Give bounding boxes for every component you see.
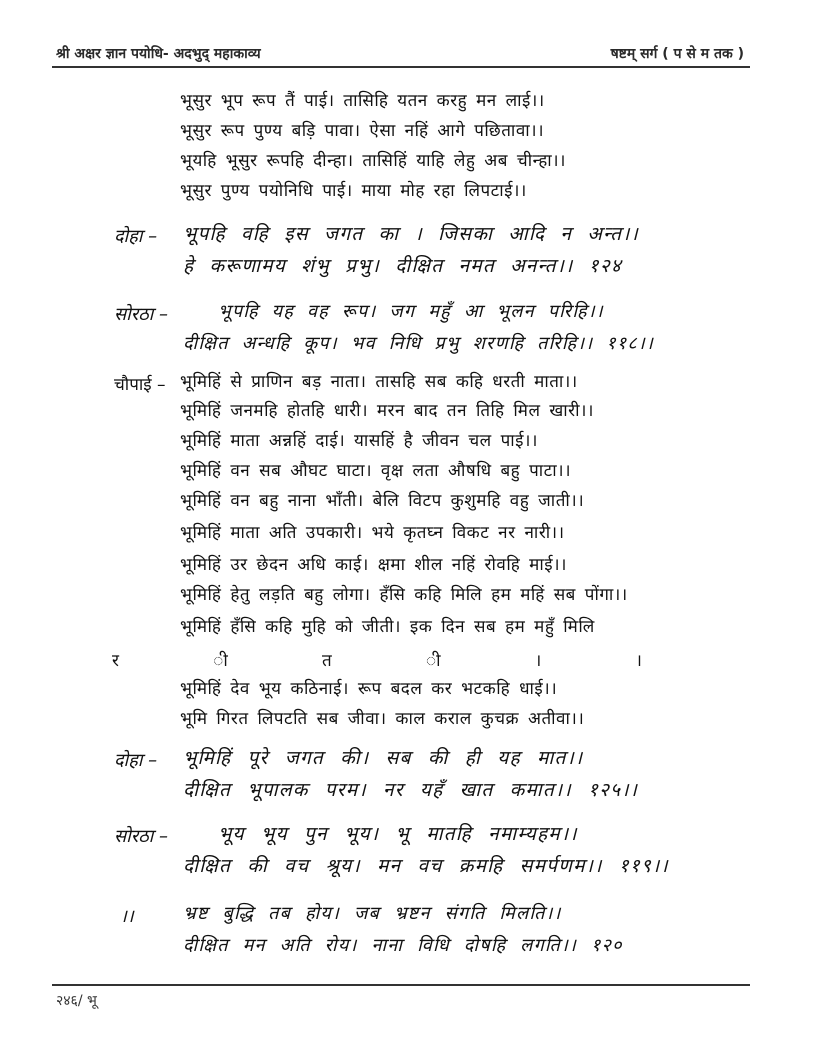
spread-char: त	[322, 651, 332, 671]
doha-label: दोहा –	[114, 750, 158, 771]
verse-marker: ।।	[120, 906, 134, 927]
page-header	[52, 40, 750, 64]
verse-line: भूमिहिं वन सब औघट घाटा। वृक्ष लता औषधि बहु पाटा।।	[180, 461, 572, 481]
verse-line: भूमि गिरत लिपटति सब जीवा। काल कराल कुचक्र अतीवा।।	[180, 709, 585, 729]
soratha-line: भ्रष्ट बुद्धि तब होय। जब भ्रष्टन संगति मिलति।।	[183, 903, 562, 924]
book-title: श्री अक्षर ज्ञान पयोधि- अदभुद् महाकाव्य	[56, 46, 261, 62]
verse-line: भूमिहिं देव भूय कठिनाई। रूप बदल कर भटकहि धाई।।	[180, 679, 558, 699]
spread-char: ।	[635, 651, 642, 671]
doha-label: दोहा –	[114, 226, 158, 247]
verse-line: भूमिहिं उर छेदन अधि काई। क्षमा शील नहिं रोवहि माई।।	[180, 555, 567, 575]
footer-divider	[52, 984, 750, 986]
page-number: २४६/ भू	[56, 993, 97, 1009]
chapter-title: षष्टम् सर्ग ( प से म तक )	[610, 46, 744, 62]
doha-line: दीक्षित भूपालक परम। नर यहँ खात कमात।। १२५।।	[183, 779, 638, 801]
verse-line: भूसुर पुण्य पयोनिधि पाई। माया मोह रहा लिपटाई।।	[180, 181, 527, 201]
chaupai-label: चौपाई –	[114, 375, 166, 395]
verse-line: भूमिहिं हेतु लड़ति बहु लोगा। हँसि कहि मिलि हम महिं सब पोंगा।।	[180, 585, 628, 605]
doha-line: भूमिहिं पूरे जगत की। सब की ही यह मात।।	[183, 747, 584, 769]
soratha-label: सोरठा –	[114, 304, 169, 325]
verse-line: भूयहि भूसुर रूपहि दीन्हा। तासिहिं याहि लेहु अब चीन्हा।।	[180, 151, 567, 171]
spread-char: ी	[426, 651, 441, 671]
spread-characters	[112, 648, 642, 670]
doha-line: भूपहि वहि इस जगत का । जिसका आदि न अन्त।।	[183, 223, 639, 245]
verse-line: भूमिहिं जनमहि होतहि धारी। मरन बाद तन तिहि मिल खारी।।	[180, 401, 594, 421]
soratha-label: सोरठा –	[114, 826, 169, 847]
verse-line: भूसुर भूप रूप तैं पाई। तासिहि यतन करहु मन लाई।।	[180, 91, 545, 111]
soratha-line: दीक्षित मन अति रोय। नाना विधि दोषहि लगति।। १२०	[183, 935, 623, 956]
spread-char: र	[112, 651, 119, 671]
verse-line: भूमिहिं से प्राणिन बड़ नाता। तासहि सब कहि धरती माता।।	[180, 372, 578, 392]
spread-char: ।	[534, 651, 542, 671]
header-divider	[52, 66, 750, 68]
verse-line: भूसुर रूप पुण्य बड़ि पावा। ऐसा नहिं आगे पछितावा।।	[180, 121, 545, 141]
verse-line: भूमिहिं माता अति उपकारी। भये कृतघ्न विकट नर नारी।।	[180, 523, 565, 543]
soratha-line: दीक्षित की वच श्रूय। मन वच क्रमहि समर्पणम।। ११९।।	[183, 855, 669, 877]
soratha-line: भूपहि यह वह रूप। जग महुँ आ भूलन परिहि।।	[218, 301, 604, 322]
spread-char: ी	[213, 651, 228, 671]
soratha-line: दीक्षित अन्धहि कूप। भव निधि प्रभु शरणहि तरिहि।। ११८।।	[183, 333, 654, 354]
verse-line: भूमिहिं हँसि कहि मुहि को जीती। इक दिन सब हम महुँ मिलि	[180, 617, 595, 637]
verse-line: भूमिहिं माता अन्नहिं दाई। यासहिं है जीवन चल पाई।।	[180, 431, 538, 451]
doha-line: हे करूणामय शंभु प्रभु। दीक्षित नमत अनन्त।। १२४	[183, 255, 622, 277]
soratha-line: भूय भूय पुन भूय। भू मातहि नमाम्यहम।।	[218, 823, 578, 845]
verse-line: भूमिहिं वन बहु नाना भाँती। बेलि विटप कुशुमहि वहु जाती।।	[180, 491, 585, 511]
